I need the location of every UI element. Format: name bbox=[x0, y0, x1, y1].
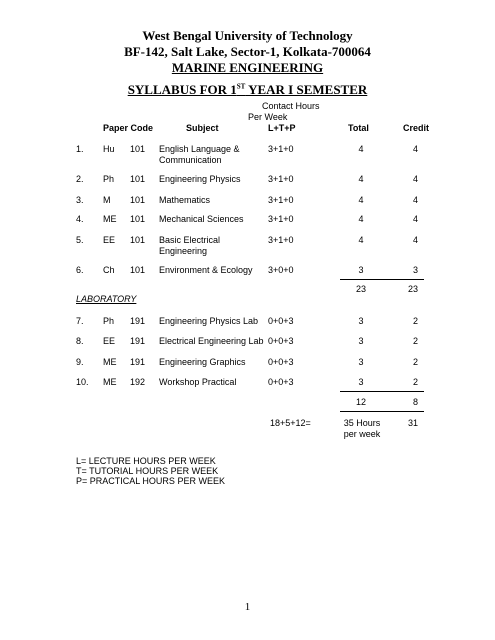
row-total: 4 bbox=[358, 214, 364, 224]
row-number: 4. bbox=[76, 214, 84, 224]
row-number: 2. bbox=[76, 174, 84, 184]
lab-subtotal-credit: 8 bbox=[412, 397, 418, 407]
row-credit: 2 bbox=[412, 336, 418, 346]
row-dept: Ph bbox=[103, 174, 115, 184]
col-subject: Subject bbox=[186, 123, 219, 133]
row-total: 3 bbox=[358, 265, 364, 275]
row-ltp: 3+1+0 bbox=[268, 174, 294, 184]
row-subject: Basic Electrical bbox=[159, 235, 221, 245]
row-dept: M bbox=[103, 195, 111, 205]
col-paper-code: Paper Code bbox=[103, 123, 154, 133]
laboratory-label: LABORATORY bbox=[76, 294, 137, 304]
row-credit: 4 bbox=[412, 174, 418, 184]
col-credit: Credit bbox=[403, 123, 430, 133]
row-ltp: 3+1+0 bbox=[268, 195, 294, 205]
row-code: 101 bbox=[130, 144, 146, 154]
row-number: 9. bbox=[76, 357, 84, 367]
row-ltp: 3+1+0 bbox=[268, 214, 294, 224]
theory-subtotal-credit: 23 bbox=[407, 284, 418, 294]
row-code: 101 bbox=[130, 195, 146, 205]
department-title: MARINE ENGINEERING bbox=[171, 60, 324, 75]
row-total: 3 bbox=[358, 336, 364, 346]
row-credit: 4 bbox=[412, 195, 418, 205]
legend-lecture: L= LECTURE HOURS PER WEEK bbox=[76, 456, 216, 466]
theory-subtotal-total: 23 bbox=[355, 284, 366, 294]
row-number: 5. bbox=[76, 235, 84, 245]
row-ltp: 0+0+3 bbox=[268, 377, 294, 387]
row-dept: Ch bbox=[103, 265, 115, 275]
row-subject: Mechanical Sciences bbox=[159, 214, 244, 224]
subtotal-rule bbox=[340, 391, 424, 392]
university-name: West Bengal University of Technology bbox=[142, 28, 353, 43]
row-subject-cont: Engineering bbox=[159, 246, 208, 256]
row-credit: 4 bbox=[412, 214, 418, 224]
col-ltp: L+T+P bbox=[268, 123, 296, 133]
row-subject: Environment & Ecology bbox=[159, 265, 253, 275]
row-number: 6. bbox=[76, 265, 84, 275]
row-total: 3 bbox=[358, 377, 364, 387]
row-dept: Ph bbox=[103, 316, 115, 326]
grand-total-hours: 35 Hours bbox=[343, 418, 381, 428]
row-total: 4 bbox=[358, 235, 364, 245]
page-number: 1 bbox=[244, 601, 251, 613]
subtotal-rule bbox=[340, 279, 424, 280]
col-per-week: Per Week bbox=[248, 112, 288, 122]
row-subject: Workshop Practical bbox=[159, 377, 237, 387]
row-ltp: 0+0+3 bbox=[268, 336, 294, 346]
subtotal-rule bbox=[340, 411, 424, 412]
row-total: 3 bbox=[358, 316, 364, 326]
row-code: 101 bbox=[130, 214, 146, 224]
row-dept: ME bbox=[103, 214, 117, 224]
col-total: Total bbox=[348, 123, 369, 133]
row-ltp: 3+1+0 bbox=[268, 235, 294, 245]
row-subject: Mathematics bbox=[159, 195, 211, 205]
row-code: 191 bbox=[130, 336, 146, 346]
row-code: 192 bbox=[130, 377, 146, 387]
university-address: BF-142, Salt Lake, Sector-1, Kolkata-700064 bbox=[124, 44, 371, 59]
row-credit: 4 bbox=[412, 144, 418, 154]
grand-total-hours-unit: per week bbox=[343, 429, 381, 439]
row-subject-cont: Communication bbox=[159, 155, 222, 165]
row-credit: 2 bbox=[412, 377, 418, 387]
row-credit: 3 bbox=[412, 265, 418, 275]
row-total: 4 bbox=[358, 174, 364, 184]
row-credit: 2 bbox=[412, 316, 418, 326]
row-number: 1. bbox=[76, 144, 84, 154]
row-code: 191 bbox=[130, 316, 146, 326]
row-dept: EE bbox=[103, 235, 116, 245]
row-code: 101 bbox=[130, 265, 146, 275]
row-subject: Engineering Graphics bbox=[159, 357, 246, 367]
row-ltp: 3+0+0 bbox=[268, 265, 294, 275]
row-number: 7. bbox=[76, 316, 84, 326]
row-credit: 4 bbox=[412, 235, 418, 245]
row-dept: Hu bbox=[103, 144, 115, 154]
row-ltp: 0+0+3 bbox=[268, 357, 294, 367]
grand-total-ltp: 18+5+12= bbox=[270, 418, 311, 428]
lab-subtotal-total: 12 bbox=[355, 397, 366, 407]
row-total: 4 bbox=[358, 144, 364, 154]
row-subject: Engineering Physics Lab bbox=[159, 316, 259, 326]
row-code: 101 bbox=[130, 174, 146, 184]
row-number: 3. bbox=[76, 195, 84, 205]
row-subject: Electrical Engineering Lab bbox=[159, 336, 264, 346]
row-credit: 2 bbox=[412, 357, 418, 367]
row-total: 3 bbox=[358, 357, 364, 367]
row-number: 10. bbox=[76, 377, 89, 387]
row-ltp: 0+0+3 bbox=[268, 316, 294, 326]
col-contact-hours: Contact Hours bbox=[262, 101, 320, 111]
row-ltp: 3+1+0 bbox=[268, 144, 294, 154]
grand-total-credit: 31 bbox=[407, 418, 418, 428]
row-total: 4 bbox=[358, 195, 364, 205]
row-dept: ME bbox=[103, 357, 117, 367]
row-code: 101 bbox=[130, 235, 146, 245]
row-dept: ME bbox=[103, 377, 117, 387]
row-subject: Engineering Physics bbox=[159, 174, 241, 184]
legend-tutorial: T= TUTORIAL HOURS PER WEEK bbox=[76, 466, 219, 476]
row-code: 191 bbox=[130, 357, 146, 367]
row-number: 8. bbox=[76, 336, 84, 346]
row-dept: EE bbox=[103, 336, 116, 346]
syllabus-title: SYLLABUS FOR 1ST YEAR I SEMESTER bbox=[127, 82, 368, 97]
row-subject: English Language & bbox=[159, 144, 240, 154]
legend-practical: P= PRACTICAL HOURS PER WEEK bbox=[76, 476, 225, 486]
